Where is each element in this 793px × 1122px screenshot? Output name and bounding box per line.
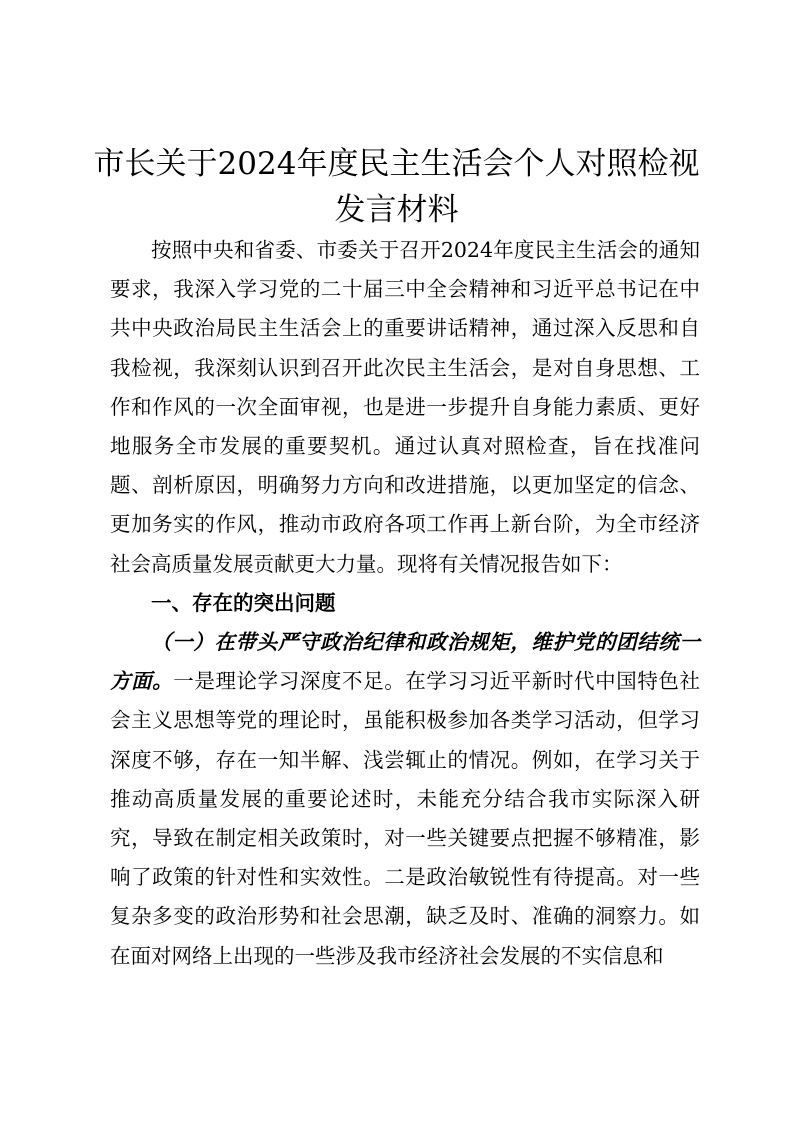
intro-paragraph: 按照中央和省委、市委关于召开2024年度民主生活会的通知要求，我深入学习党的二十届三中全会精神和习近平总书记在中共中央政治局民主生活会上的重要讲话精神，通过深入反思和自我检视，我深刻认识到召开此次民主生活会，是对自身思想、工作和作风的一次全面审视，也是进一步提升自身能力素质、更好地服务全市发展的重要契机。通过认真对照检查，旨在找准问题、剖析原因，明确努力方向和改进措施，以更加坚定的信念、更加务实的作风，推动市政府各项工作再上新台阶，为全市经济社会高质量发展贡献更大力量。现将有关情况报告如下： (110, 238, 700, 576)
subsection-body-1: 一是理论学习深度不足。在学习习近平新时代中国特色社会主义思想等党的理论时，虽能积极参加各类学习活动，但学习深度不够，存在一知半解、浅尝辄止的情况。例如，在学习关于推动高质量发展的重要论述时，未能充分结合我市实际深入研究，导致在制定相关政策时，对一些关键要点把握不够精准，影响了政策的针对性和实效性。二是政治敏锐性有待提高。对一些复杂多变的政治形势和社会思潮，缺乏及时、准确的洞察力。如在面对网络上出现的一些涉及我市经济社会发展的不实信息和 (110, 669, 701, 968)
document-title-line-2: 发言材料 (334, 192, 459, 228)
section-heading-1: 一、存在的突出问题 (151, 590, 336, 615)
subsection-heading-1: （一）在带头严守政治纪律和政治规矩，维护党的团结统一方面。 (110, 630, 700, 694)
document-body (110, 231, 700, 976)
document-title-line-1: 市长关于2024年度民主生活会个人对照检视 (93, 146, 700, 182)
subsection-paragraph-1 (110, 623, 700, 976)
